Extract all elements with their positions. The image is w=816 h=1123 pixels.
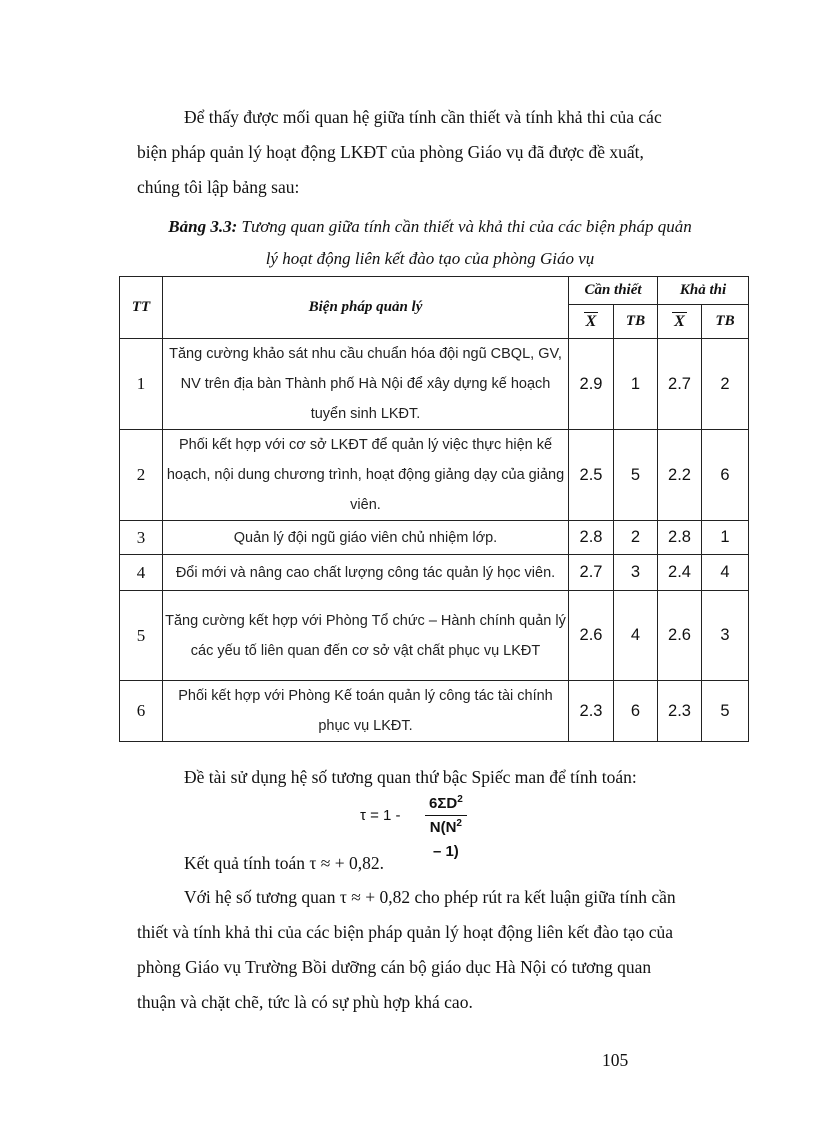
header-necessity-rank: TB	[614, 305, 658, 339]
method-paragraph	[137, 760, 759, 795]
conclusion-line-3: phòng Giáo vụ Trường Bồi dưỡng cán bộ giáo dục Hà Nội có tương quan	[137, 957, 652, 977]
row-tt: 5	[120, 591, 163, 681]
method-text: Đề tài sử dụng hệ số tương quan thứ bậc Spiếc man để tính toán:	[184, 767, 637, 787]
intro-line-2: biện pháp quản lý hoạt động LKĐT của phòng Giáo vụ đã được đề xuất,	[137, 142, 644, 162]
intro-paragraph	[137, 100, 759, 205]
row-nec-mean: 2.7	[569, 555, 614, 591]
formula-lhs: τ = 1 -	[360, 807, 401, 824]
row-nec-mean: 2.6	[569, 591, 614, 681]
table-caption	[120, 211, 740, 275]
conclusion-line-4: thuận và chặt chẽ, tức là có sự phù hợp khá cao.	[137, 992, 473, 1012]
mean-symbol: X	[674, 313, 685, 330]
row-nec-rank: 3	[614, 555, 658, 591]
header-measure: Biện pháp quản lý	[163, 277, 569, 339]
row-tt: 6	[120, 681, 163, 742]
row-fea-mean: 2.4	[658, 555, 702, 591]
table-row	[120, 555, 749, 591]
mean-symbol: X	[585, 313, 597, 330]
caption-label: Bảng 3.3:	[168, 217, 238, 236]
row-measure: Quản lý đội ngũ giáo viên chủ nhiệm lớp.	[163, 521, 569, 555]
row-tt: 3	[120, 521, 163, 555]
header-necessity: Cần thiết	[569, 277, 658, 305]
row-nec-mean: 2.9	[569, 339, 614, 430]
row-fea-rank: 4	[702, 555, 749, 591]
conclusion-paragraph	[137, 880, 759, 1020]
intro-line-1: Để thấy được mối quan hệ giữa tính cần thiết và tính khả thi của các	[184, 107, 662, 127]
correlation-table	[119, 276, 749, 742]
intro-line-3: chúng tôi lập bảng sau:	[137, 177, 300, 197]
row-tt: 4	[120, 555, 163, 591]
row-tt: 2	[120, 430, 163, 521]
caption-text-1: Tương quan giữa tính cần thiết và khả thi của các biện pháp quản	[237, 217, 692, 236]
row-nec-rank: 4	[614, 591, 658, 681]
row-measure: Phối kết hợp với cơ sở LKĐT để quản lý việc thực hiện kế hoạch, nội dung chương trình, hoạt động giảng dạy của giảng viên.	[163, 430, 569, 521]
header-feasibility-mean	[658, 305, 702, 339]
row-fea-mean: 2.8	[658, 521, 702, 555]
header-feasibility-rank: TB	[702, 305, 749, 339]
row-measure: Tăng cường khảo sát nhu cầu chuẩn hóa đội ngũ CBQL, GV, NV trên địa bàn Thành phố Hà Nội để xây dựng kế hoạch tuyển sinh LKĐT.	[163, 339, 569, 430]
page-number: 105	[602, 1050, 629, 1070]
result-paragraph	[137, 846, 759, 881]
row-nec-mean: 2.3	[569, 681, 614, 742]
row-tt: 1	[120, 339, 163, 430]
conclusion-line-1: Với hệ số tương quan τ ≈ + 0,82 cho phép rút ra kết luận giữa tính cần	[184, 887, 676, 907]
row-fea-rank: 2	[702, 339, 749, 430]
conclusion-line-2: thiết và tính khả thi của các biện pháp quản lý hoạt động liên kết đào tạo của	[137, 922, 674, 942]
row-nec-rank: 6	[614, 681, 658, 742]
formula-denominator: $N(N^2 - 1)$	[429, 818, 462, 860]
row-fea-rank: 6	[702, 430, 749, 521]
table-row	[120, 521, 749, 555]
row-fea-mean: 2.6	[658, 591, 702, 681]
formula-numerator: $6\Sigma D^2$	[425, 793, 467, 816]
header-tt: TT	[120, 277, 163, 339]
row-fea-rank: 3	[702, 591, 749, 681]
table-row	[120, 339, 749, 430]
row-fea-mean: 2.7	[658, 339, 702, 430]
header-feasibility: Khả thi	[658, 277, 749, 305]
row-fea-rank: 1	[702, 521, 749, 555]
row-fea-mean: 2.2	[658, 430, 702, 521]
row-nec-rank: 5	[614, 430, 658, 521]
result-text: Kết quả tính toán τ ≈ + 0,82.	[184, 853, 385, 873]
caption-text-2: lý hoạt động liên kết đào tạo của phòng Giáo vụ	[265, 249, 595, 268]
row-measure: Phối kết hợp với Phòng Kế toán quản lý công tác tài chính phục vụ LKĐT.	[163, 681, 569, 742]
row-nec-rank: 1	[614, 339, 658, 430]
table-row	[120, 681, 749, 742]
header-necessity-mean	[569, 305, 614, 339]
row-measure: Tăng cường kết hợp với Phòng Tổ chức – Hành chính quản lý các yếu tố liên quan đến cơ sở vật chất phục vụ LKĐT	[163, 591, 569, 681]
row-nec-mean: 2.8	[569, 521, 614, 555]
row-fea-mean: 2.3	[658, 681, 702, 742]
row-fea-rank: 5	[702, 681, 749, 742]
table-row	[120, 591, 749, 681]
row-measure: Đổi mới và nâng cao chất lượng công tác quản lý học viên.	[163, 555, 569, 591]
row-nec-rank: 2	[614, 521, 658, 555]
table-row	[120, 430, 749, 521]
row-nec-mean: 2.5	[569, 430, 614, 521]
